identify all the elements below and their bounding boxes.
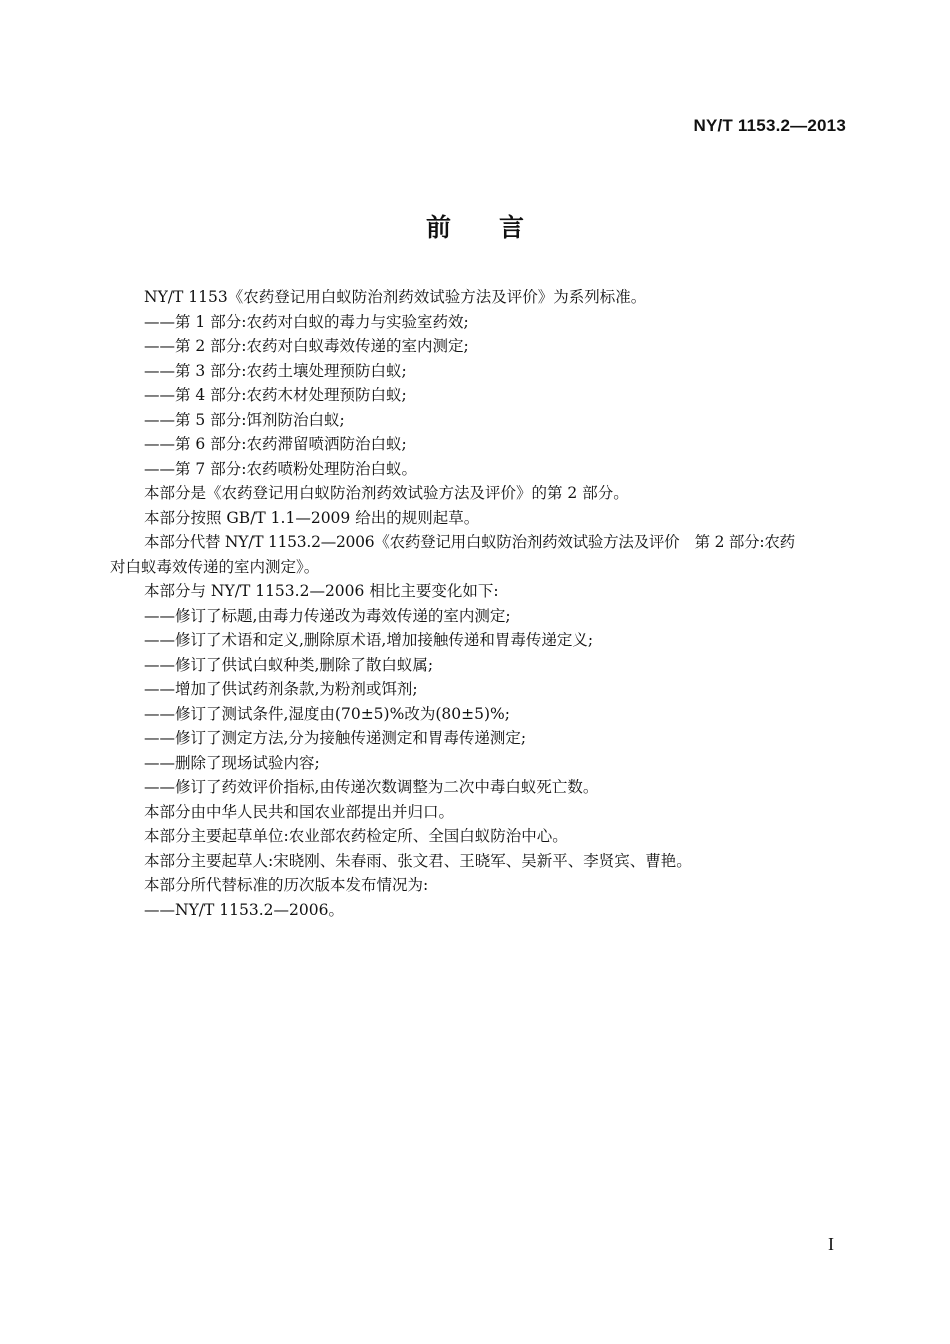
foreword-body xyxy=(110,285,848,922)
page-title: 前言 xyxy=(425,213,572,242)
list-item: ——修订了药效评价指标,由传递次数调整为二次中毒白蚁死亡数。 xyxy=(144,778,599,796)
list-item: ——第 1 部分:农药对白蚁的毒力与实验室药效; xyxy=(144,312,469,331)
list-item: ——修订了测定方法,分为接触传递测定和胃毒传递测定; xyxy=(144,729,527,747)
list-item: ——第 3 部分:农药土壤处理预防白蚁; xyxy=(144,361,407,380)
list-item: ——第 5 部分:饵剂防治白蚁; xyxy=(144,410,345,429)
paragraph: 本部分按照 GB/T 1.1—2009 给出的规则起草。 xyxy=(144,508,480,527)
paragraph: 本部分与 NY/T 1153.2—2006 相比主要变化如下: xyxy=(144,582,499,600)
list-item: ——修订了标题,由毒力传递改为毒效传递的室内测定; xyxy=(144,606,511,625)
paragraph: 本部分是《农药登记用白蚁防治剂药效试验方法及评价》的第 2 部分。 xyxy=(144,484,629,502)
list-item: ——修订了测试条件,湿度由(70±5)%改为(80±5)%; xyxy=(144,704,510,723)
list-item: ——修订了供试白蚁种类,删除了散白蚁属; xyxy=(144,655,434,674)
paragraph: NY/T 1153《农药登记用白蚁防治剂药效试验方法及评价》为系列标准。 xyxy=(144,288,647,306)
replace-paragraph-line-1: 本部分代替 NY/T 1153.2—2006《农药登记用白蚁防治剂药效试验方法及评价 第 2 部分:农药 xyxy=(144,533,795,551)
list-item: ——第 7 部分:农药喷粉处理防治白蚁。 xyxy=(144,459,417,478)
paragraph: 本部分主要起草单位:农业部农药检定所、全国白蚁防治中心。 xyxy=(144,827,568,845)
replace-paragraph-line-2: 对白蚁毒效传递的室内测定》。 xyxy=(110,557,320,576)
list-item: ——修订了术语和定义,删除原术语,增加接触传递和胃毒传递定义; xyxy=(144,631,594,649)
list-item: ——增加了供试药剂条款,为粉剂或饵剂; xyxy=(144,680,418,698)
list-item: ——第 4 部分:农药木材处理预防白蚁; xyxy=(144,386,407,404)
list-item: ——第 2 部分:农药对白蚁毒效传递的室内测定; xyxy=(144,337,469,355)
standard-code: NY/T 1153.2—2013 xyxy=(693,116,846,135)
list-item: ——NY/T 1153.2—2006。 xyxy=(144,900,344,919)
page-number: I xyxy=(828,1234,834,1254)
paragraph: 本部分所代替标准的历次版本发布情况为: xyxy=(144,876,429,894)
paragraph: 本部分主要起草人:宋晓刚、朱春雨、张文君、王晓军、吴新平、李贤宾、曹艳。 xyxy=(144,851,692,870)
list-item: ——删除了现场试验内容; xyxy=(144,753,320,772)
paragraph: 本部分由中华人民共和国农业部提出并归口。 xyxy=(144,802,455,821)
list-item: ——第 6 部分:农药滞留喷洒防治白蚁; xyxy=(144,435,407,453)
